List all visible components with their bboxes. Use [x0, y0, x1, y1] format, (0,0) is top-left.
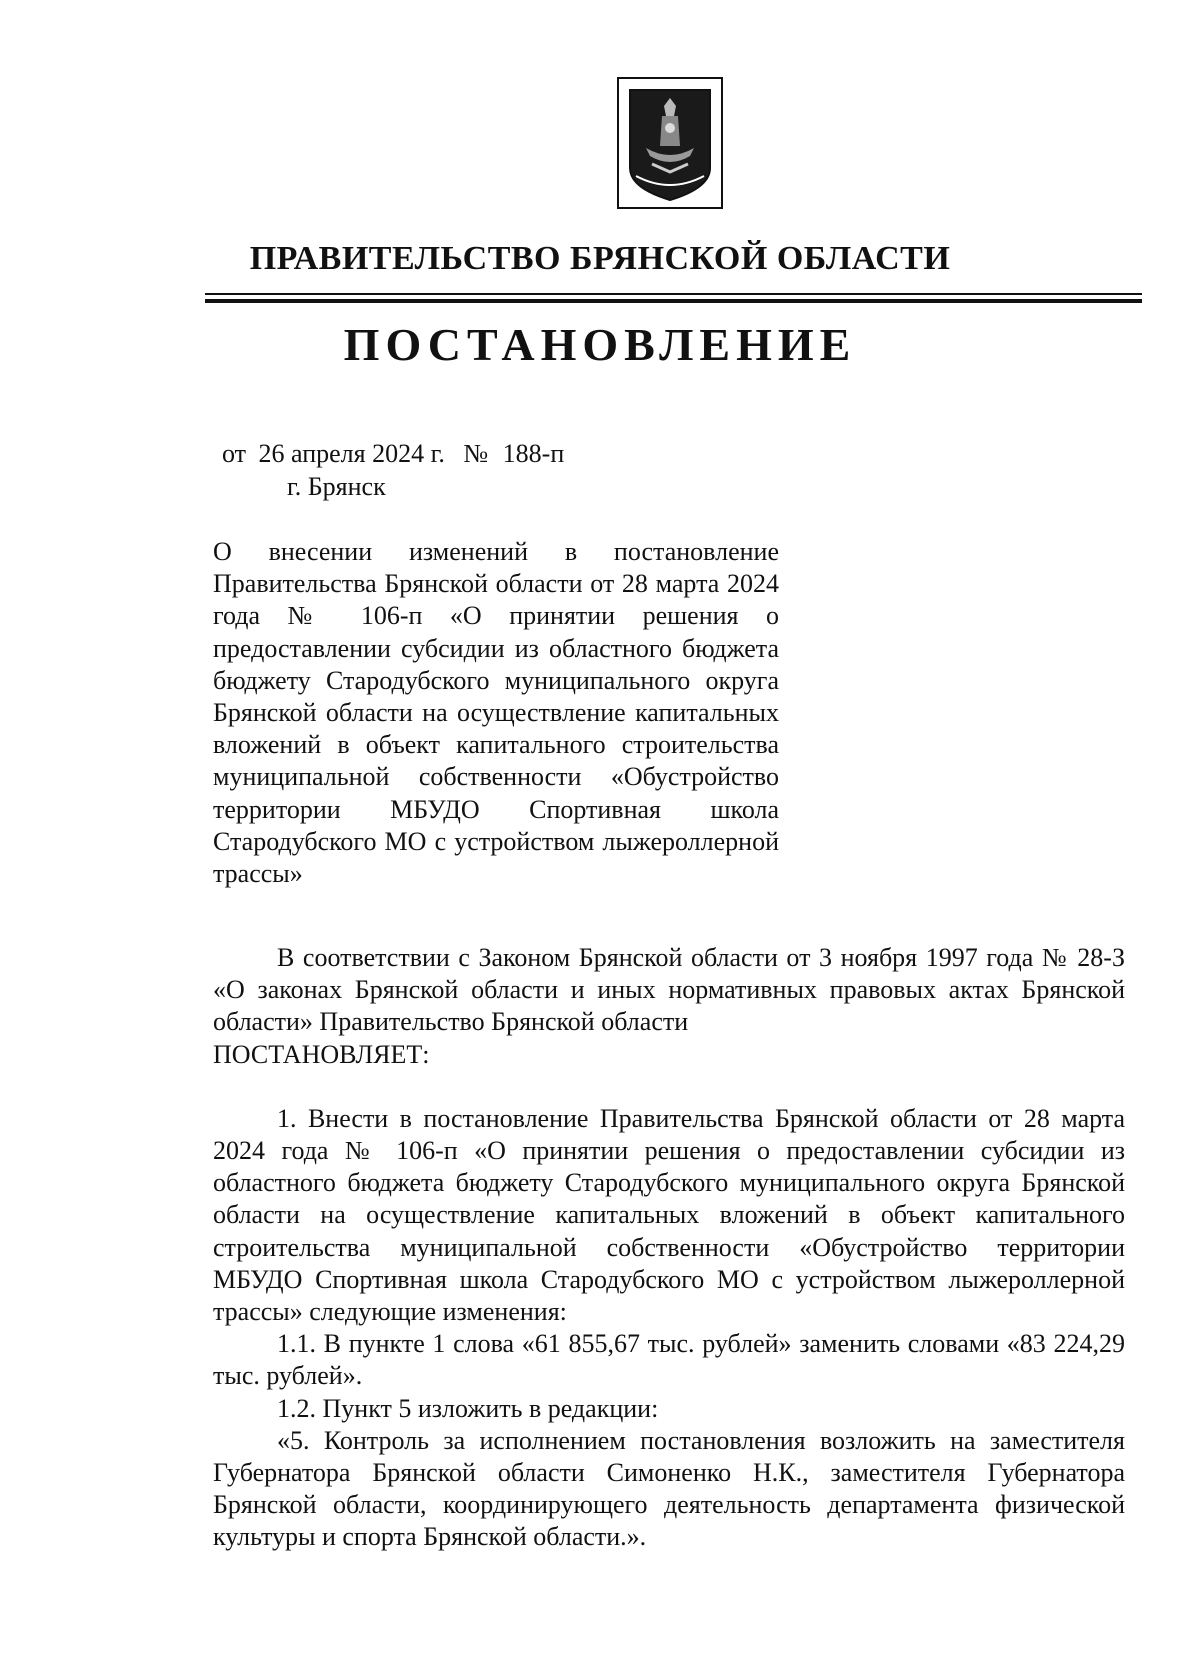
document-type-title: ПОСТАНОВЛЕНИЕ [343, 319, 857, 370]
item-1-paragraph: 1. Внести в постановление Правительства Брянской области от 28 марта 2024 года № 106-п «О принятии решения о предоставлении субсидии из областного бюджета бюджету Стародубского муниципального округа Брянской области на осуществление капитальных вложений в объект капитального строительства муниципальной собственности «Обустройство территории МБУДО Спортивная школа Стародубского МО с устройством лыжероллерной трассы» следующие изменения: [213, 1103, 1125, 1327]
header-divider-thick [205, 299, 1142, 303]
document-city: г. Брянск [287, 472, 386, 501]
item-1-2-text-paragraph: «5. Контроль за исполнением постановления возложить на заместителя Губернатора Брянской области Симоненко Н.К., заместителя Губернатора Брянской области, координирующего деятельность департамента физической культуры и спорта Брянской области.». [213, 1425, 1125, 1552]
resolves-heading: ПОСТАНОВЛЯЕТ: [213, 1039, 430, 1069]
number-sign: № [463, 439, 489, 468]
organization-title: ПРАВИТЕЛЬСТВО БРЯНСКОЙ ОБЛАСТИ [249, 240, 951, 277]
document-body [213, 942, 1125, 1554]
date-prefix: от [222, 439, 247, 468]
item-1-2-paragraph: 1.2. Пункт 5 изложить в редакции: [277, 1393, 659, 1423]
document-date: 26 апреля 2024 г. [258, 439, 445, 468]
document-number: 188-п [502, 439, 565, 468]
header-divider-thin [205, 293, 1142, 295]
date-number-line [222, 439, 564, 469]
coat-of-arms-emblem [616, 76, 724, 210]
item-1-1-paragraph: 1.1. В пункте 1 слова «61 855,67 тыс. рублей» заменить словами «83 224,29 тыс. рублей». [213, 1329, 1125, 1391]
preamble-paragraph: В соответствии с Законом Брянской области от 3 ноября 1997 года № 28-З «О законах Брянской области и иных нормативных правовых актах Брянской области» Правительство Брянской области [213, 943, 1125, 1037]
document-subject: О внесении изменений в постановление Правительства Брянской области от 28 марта 2024 года № 106-п «О принятии решения о предоставлении субсидии из областного бюджета бюджету Стародубского муниципального округа Брянской области на осуществление капитальных вложений в объект капитального строительства муниципальной собственности «Обустройство территории МБУДО Спортивная школа Стародубского МО с устройством лыжероллерной трассы» [213, 537, 779, 889]
